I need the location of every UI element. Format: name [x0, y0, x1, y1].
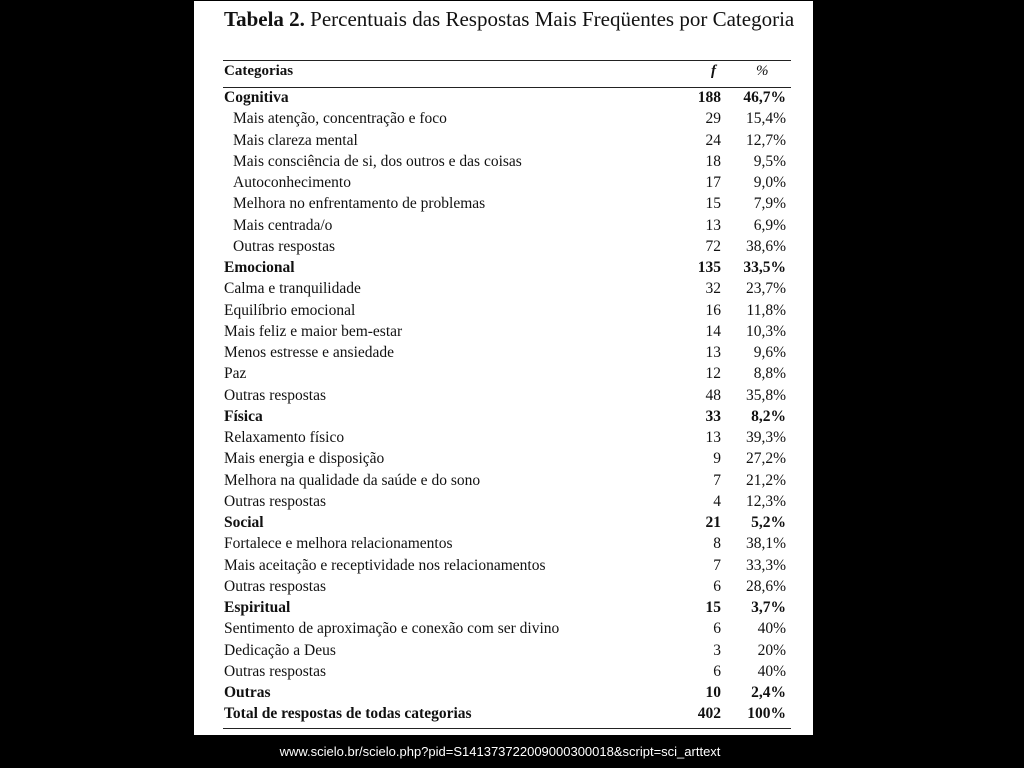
row-label: Mais feliz e maior bem-estar [224, 322, 403, 340]
row-label: Paz [224, 365, 247, 383]
table-row [223, 534, 791, 555]
table-row [223, 173, 791, 194]
row-frequency: 16 [705, 301, 721, 319]
row-percent: 46,7% [743, 89, 786, 106]
category-row [223, 407, 791, 428]
row-percent: 20% [757, 641, 786, 659]
table-row [223, 641, 791, 662]
row-frequency: 402 [697, 705, 721, 723]
row-frequency: 24 [705, 131, 721, 149]
row-percent: 12,3% [745, 492, 786, 510]
row-percent: 40% [757, 662, 786, 680]
row-frequency: 14 [705, 322, 721, 340]
table-body [223, 88, 791, 726]
category-row [223, 704, 791, 725]
row-frequency: 13 [705, 344, 721, 361]
table-row [223, 343, 791, 364]
category-row [223, 88, 791, 109]
table-title-text: Percentuais das Respostas Mais Freqüentes por Categoria [310, 7, 795, 31]
row-percent: 6,9% [753, 216, 786, 234]
row-label: Mais atenção, concentração e foco [233, 110, 447, 128]
row-frequency: 7 [713, 471, 721, 489]
header-percent: % [756, 63, 769, 79]
table-row [223, 301, 791, 322]
row-frequency: 12 [705, 365, 721, 383]
table-title-number: Tabela 2. [224, 7, 305, 31]
row-percent: 5,2% [751, 514, 786, 531]
row-frequency: 135 [697, 259, 721, 276]
table-row [223, 619, 791, 640]
header-frequency: f [711, 63, 716, 79]
table-row [223, 131, 791, 152]
table-row [223, 449, 791, 470]
header-categories: Categorias [224, 63, 294, 79]
row-label: Equilíbrio emocional [224, 301, 356, 319]
row-label: Cognitiva [224, 89, 289, 106]
row-frequency: 13 [705, 216, 721, 234]
row-percent: 100% [747, 705, 786, 723]
row-frequency: 15 [705, 195, 721, 213]
row-label: Menos estresse e ansiedade [224, 344, 395, 361]
row-frequency: 7 [713, 556, 721, 574]
row-percent: 11,8% [746, 301, 786, 319]
row-label: Outras respostas [224, 577, 327, 595]
row-label: Fortalece e melhora relacionamentos [224, 535, 453, 553]
category-row [223, 683, 791, 704]
table-title [224, 7, 804, 31]
row-label: Dedicação a Deus [224, 641, 336, 659]
table-row [223, 194, 791, 215]
row-label: Sentimento de aproximação e conexão com ser divino [224, 620, 560, 638]
row-percent: 8,2% [751, 407, 786, 425]
row-percent: 15,4% [745, 110, 786, 128]
row-percent: 38,6% [745, 237, 786, 255]
table-row [223, 662, 791, 683]
top-rule [223, 60, 791, 61]
row-label: Mais aceitação e receptividade nos relacionamentos [224, 556, 546, 574]
row-percent: 40% [757, 620, 786, 638]
row-frequency: 29 [705, 110, 721, 128]
row-label: Outras respostas [233, 237, 336, 255]
category-row [223, 598, 791, 619]
row-frequency: 48 [705, 386, 721, 404]
row-label: Outras respostas [224, 386, 327, 404]
row-percent: 28,6% [745, 577, 786, 595]
row-frequency: 6 [713, 620, 721, 638]
row-frequency: 9 [713, 450, 721, 468]
row-frequency: 33 [705, 407, 721, 425]
table-row [223, 364, 791, 385]
row-label: Mais clareza mental [233, 131, 358, 149]
row-percent: 33,5% [743, 259, 786, 276]
row-percent: 12,7% [745, 131, 786, 149]
row-percent: 7,9% [753, 195, 786, 213]
row-frequency: 21 [705, 514, 721, 531]
row-frequency: 10 [705, 684, 721, 701]
row-percent: 10,3% [745, 322, 786, 340]
row-frequency: 6 [713, 662, 721, 680]
table-header-row [223, 63, 791, 85]
row-label: Outras [224, 684, 271, 701]
table-image-panel [194, 1, 813, 735]
row-frequency: 15 [705, 599, 721, 616]
row-frequency: 18 [705, 152, 721, 170]
row-percent: 9,0% [753, 174, 786, 191]
table-row [223, 577, 791, 598]
row-label: Calma e tranquilidade [224, 280, 361, 298]
row-frequency: 3 [713, 641, 721, 659]
row-percent: 8,8% [753, 365, 786, 383]
category-row [223, 513, 791, 534]
row-percent: 23,7% [745, 280, 786, 298]
row-frequency: 32 [705, 280, 721, 298]
row-percent: 2,4% [751, 684, 786, 701]
row-frequency: 188 [697, 89, 721, 106]
row-percent: 39,3% [745, 429, 786, 446]
table-row [223, 322, 791, 343]
table-row [223, 428, 791, 449]
row-label: Melhora na qualidade da saúde e do sono [224, 471, 481, 489]
row-percent: 9,5% [753, 152, 786, 170]
row-label: Mais energia e disposição [224, 450, 385, 468]
row-label: Autoconhecimento [233, 174, 351, 191]
category-row [223, 258, 791, 279]
table-row [223, 471, 791, 492]
table-row [223, 152, 791, 173]
table-row [223, 279, 791, 300]
row-percent: 27,2% [745, 450, 786, 468]
table-row [223, 109, 791, 130]
table-row [223, 386, 791, 407]
row-percent: 9,6% [753, 344, 786, 361]
row-percent: 38,1% [745, 535, 786, 553]
row-label: Outras respostas [224, 662, 327, 680]
row-label: Relaxamento físico [224, 429, 345, 446]
row-label: Total de respostas de todas categorias [224, 705, 472, 723]
source-url: www.scielo.br/scielo.php?pid=S141373722009000300018&script=sci_arttext [279, 744, 721, 759]
bottom-rule [223, 728, 791, 729]
row-label: Mais consciência de si, dos outros e das coisas [233, 152, 522, 170]
row-label: Mais centrada/o [233, 216, 333, 234]
row-frequency: 6 [713, 577, 721, 595]
row-frequency: 4 [713, 492, 721, 510]
row-frequency: 8 [713, 535, 721, 553]
table-row [223, 216, 791, 237]
row-label: Espiritual [224, 599, 291, 616]
row-percent: 21,2% [745, 471, 786, 489]
row-frequency: 72 [705, 237, 721, 255]
row-percent: 3,7% [751, 599, 786, 616]
row-label: Outras respostas [224, 492, 327, 510]
row-frequency: 17 [705, 174, 721, 191]
row-percent: 33,3% [745, 556, 786, 574]
row-percent: 35,8% [745, 386, 786, 404]
table-row [223, 237, 791, 258]
row-label: Melhora no enfrentamento de problemas [233, 195, 486, 213]
row-label: Social [224, 514, 264, 531]
row-frequency: 13 [705, 429, 721, 446]
row-label: Emocional [224, 259, 295, 276]
table-row [223, 492, 791, 513]
table-row [223, 556, 791, 577]
row-label: Física [224, 407, 263, 425]
